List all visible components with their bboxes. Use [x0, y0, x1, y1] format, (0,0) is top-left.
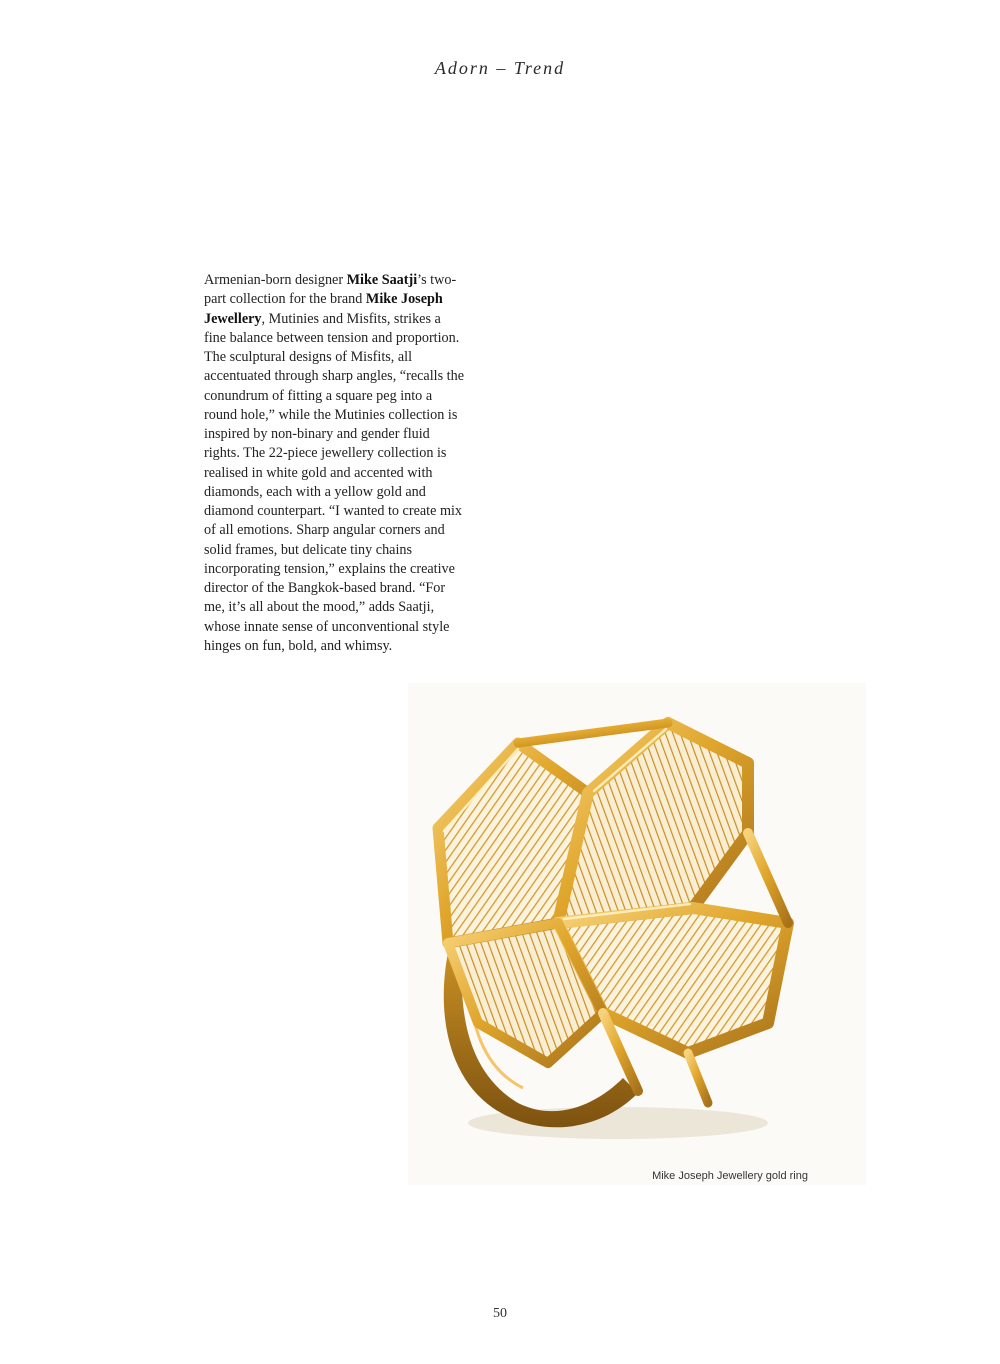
article-intro: Armenian-born designer: [204, 272, 347, 288]
section-header: Adorn – Trend: [434, 58, 566, 78]
designer-name: Mike Saatji: [346, 272, 418, 288]
gold-ring-illustration: [408, 683, 866, 1185]
article-text: , Mutinies and Misfits, strikes a fine balance between tension and proportion. The sculptural designs of Misfits, all accentuated through sharp angles, “recalls the conundrum of fitting a square peg into a round hole,” while the Mutinies collection is inspired by non-binary and gender fluid rights. The 22-piece jewellery collection is realised in white gold and accented with diamonds, each with a yellow gold and diamond counterpart. “I wanted to create mix of all emotions. Sharp angular corners and solid frames, but delicate tiny chains incorporating tension,” explains the creative director of the Bangkok-based brand. “For me, it’s all about the mood,” adds Saatji, whose innate sense of unconventional style hinges on fun, bold, and whimsy.: [204, 310, 464, 654]
article-body: [204, 271, 466, 656]
article-paragraph: [204, 271, 466, 656]
ring-photo: [408, 683, 866, 1185]
article-possessive: ’s two-part collection for the brand: [204, 272, 457, 308]
brand-name: Mike Joseph Jewellery: [204, 291, 443, 327]
page-number: 50: [493, 1306, 507, 1321]
photo-caption: Mike Joseph Jewellery gold ring: [652, 1170, 808, 1182]
